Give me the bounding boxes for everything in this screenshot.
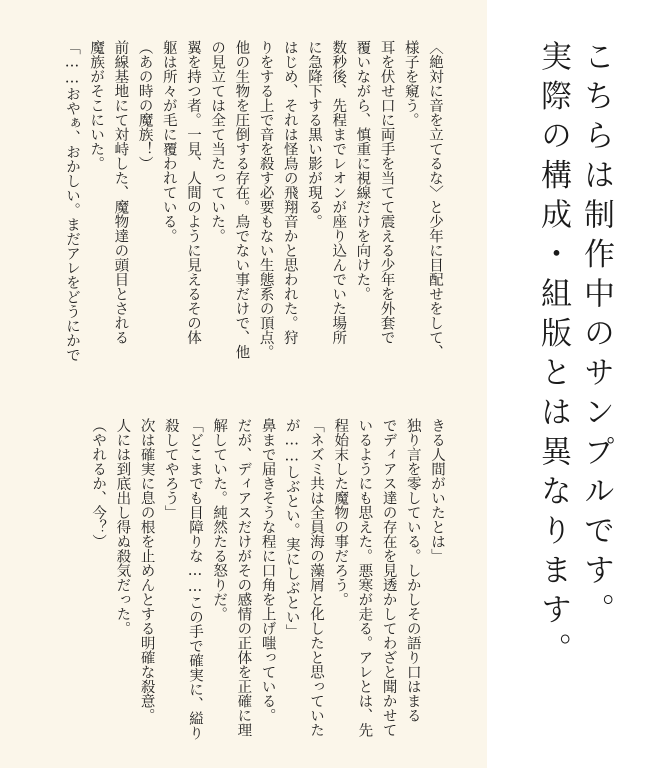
text-line: 覆いながら、慎重に視線だけを向けた。 (354, 40, 371, 301)
text-line: に急降下する黒い影が現る。 (305, 40, 322, 229)
text-line: 人には到底出し得ぬ殺気だった。 (114, 418, 131, 636)
text-line: （やれるか、今？） (90, 418, 107, 549)
text-line: 数秒後、先程までレオンが座り込んでいた場所 (330, 40, 347, 345)
text-line: 魔族がそこにいた。 (88, 40, 105, 171)
text-line: の見立ては全て当たっていた。 (209, 40, 226, 243)
text-line: きる人間がいたとは」 (429, 418, 445, 563)
upper-text-block (60, 40, 447, 370)
notice-line: 実際の構成・組版とは異なります。 (535, 40, 571, 672)
text-line: 耳を伏せ口に両手を当てて震える少年を外套で (378, 40, 395, 345)
text-line: 独り言を零している。しかしその語り口はまる (404, 418, 421, 723)
text-line: 解していた。純然たる怒りだ。 (211, 418, 228, 621)
text-line: 前線基地にて対峙した、魔物達の頭目とされる (112, 40, 129, 345)
text-line: 「ネズミ共は全員海の藻屑と化したと思っていた (307, 418, 324, 737)
text-line: はじめ、それは怪鳥の飛翔音かと思われた。狩 (281, 40, 298, 345)
text-line: でディアス達の存在を見透かしてわざと聞かせて (380, 418, 397, 737)
text-line: 次は確実に息の根を止めんとする明確な殺意。 (138, 418, 155, 723)
text-line: 躯は所々が毛に覆われている。 (160, 40, 177, 243)
text-line: 程始末した魔物の事だろう。 (332, 418, 349, 607)
text-line: 他の生物を圧倒する存在。鳥でない事だけで、他 (233, 40, 250, 359)
text-line: 殺してやろう」 (162, 418, 179, 520)
text-line: だが、ディアスだけがその感情の正体を正確に理 (235, 418, 252, 737)
text-line: 「……おやぁ、おかしい。まだアレをどうにかで (63, 40, 80, 362)
notice-line: こちらは制作中のサンプルです。 (578, 40, 614, 633)
lower-text-block (86, 418, 449, 748)
text-line: いるようにも思えた。悪寒が走る。アレとは、先 (356, 418, 373, 737)
text-line: 「どこまでも目障りな……この手で確実に、縊り (186, 418, 203, 740)
text-line: 〈絶対に音を立てるな〉と少年に目配せをして、 (427, 40, 443, 359)
text-line: 翼を持つ者。一見、人間のように見えるその体 (184, 40, 201, 345)
text-line: 鼻まで届きそうな程に口角を上げ嗤っている。 (259, 418, 276, 723)
text-line: りをする上で音を殺す必要もない生態系の頂点。 (257, 40, 274, 359)
sample-notice (531, 40, 617, 672)
text-line: が……しぶとい。実にしぶとい」 (283, 418, 300, 639)
text-line: 様子を窺う。 (402, 40, 419, 127)
text-line: （あの時の魔族！） (136, 40, 153, 171)
